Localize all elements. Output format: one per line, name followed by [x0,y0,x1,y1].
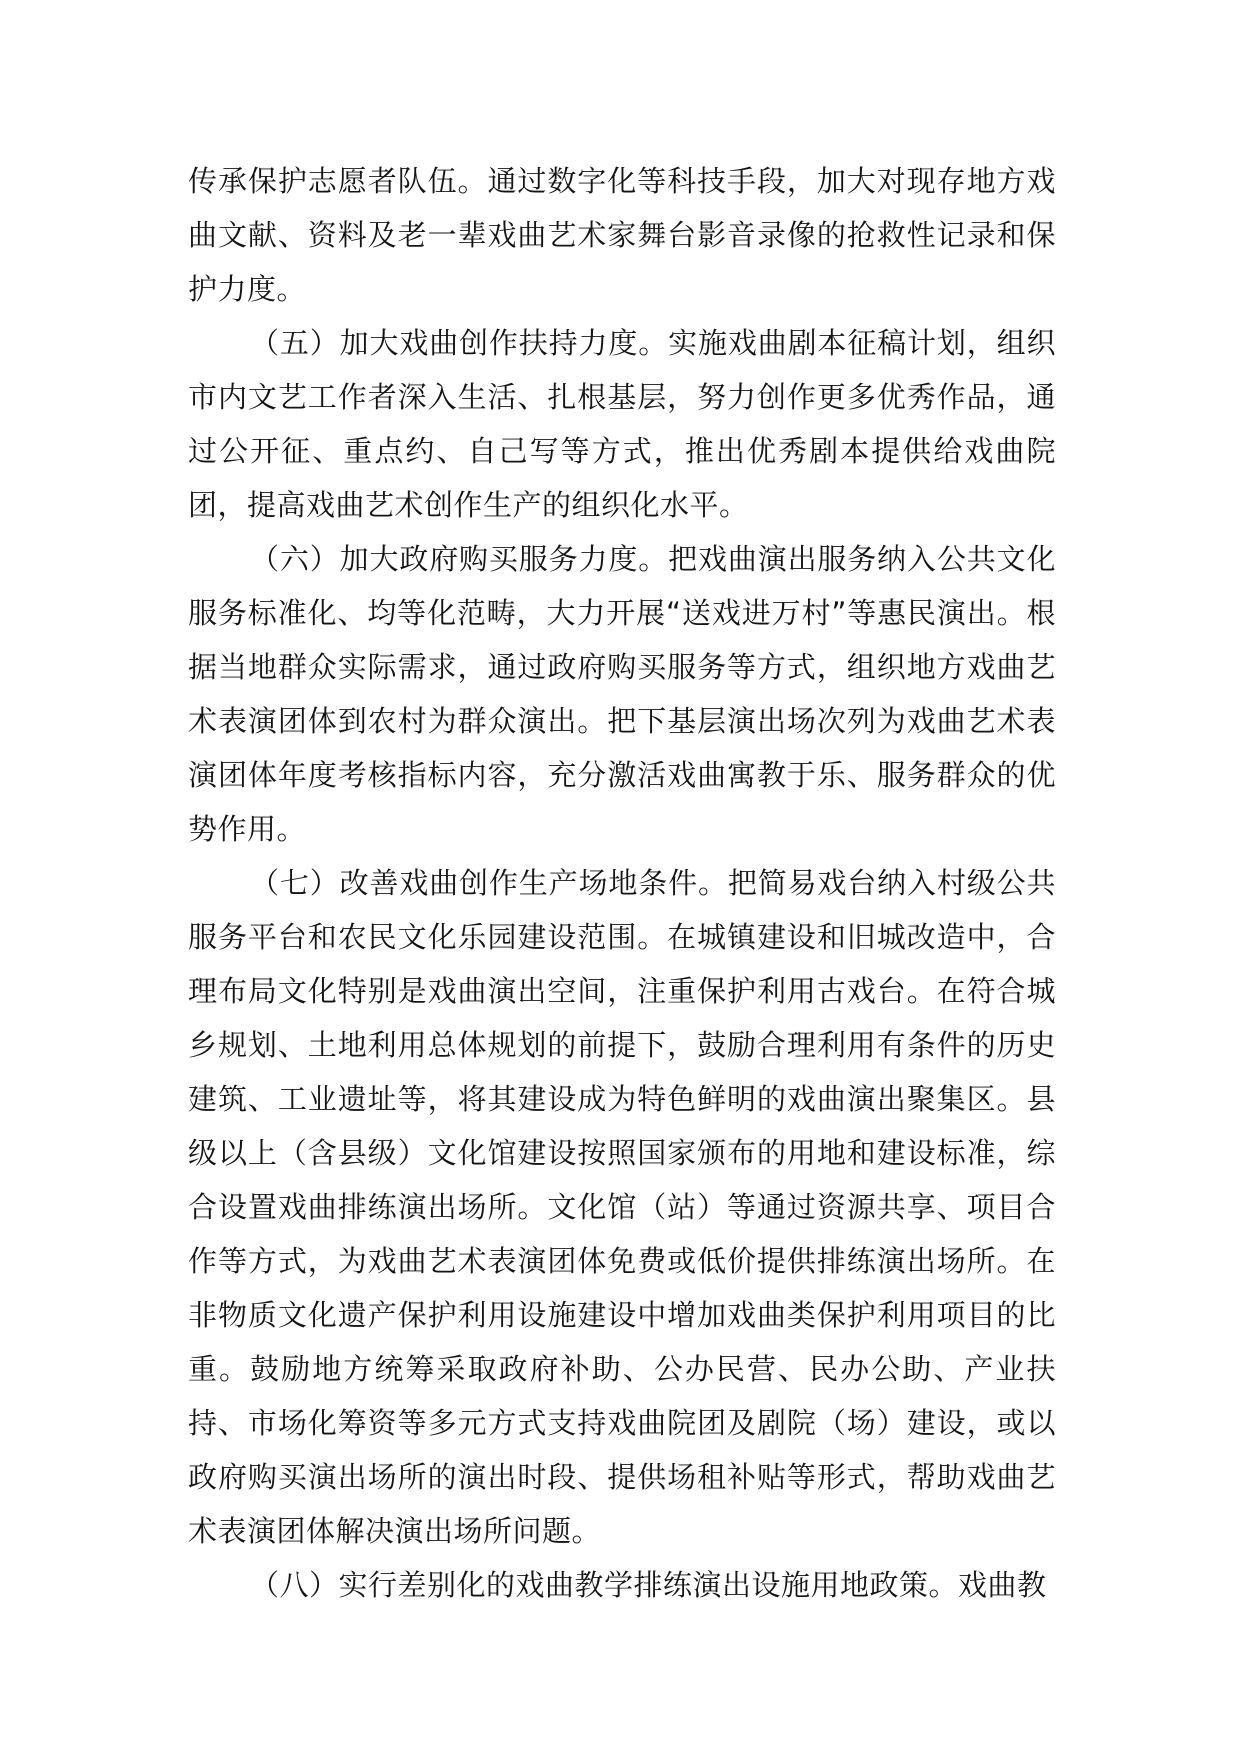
paragraph-section-5: （五）加大戏曲创作扶持力度。实施戏曲剧本征稿计划，组织市内文艺工作者深入生活、扎根基层，努力创作更多优秀作品，通过公开征、重点约、自己写等方式，推出优秀剧本提供给戏曲院团，提高戏曲艺术创作生产的组织化水平。 [188,326,1056,522]
paragraph-section-8: （八）实行差别化的戏曲教学排练演出设施用地政策。戏曲教 [250,1568,1047,1602]
paragraph-section-7: （七）改善戏曲创作生产场地条件。把简易戏台纳入村级公共服务平台和农民文化乐园建设范围。在城镇建设和旧城改造中，合理布局文化特别是戏曲演出空间，注重保护利用古戏台。在符合城乡规划、土地利用总体规划的前提下，鼓励合理利用有条件的历史建筑、工业遗址等，将其建设成为特色鲜明的戏曲演出聚集区。县级以上（含县级）文化馆建设按照国家颁布的用地和建设标准，综合设置戏曲排练演出场所。文化馆（站）等通过资源共享、项目合作等方式，为戏曲艺术表演团体免费或低价提供排练演出场所。在非物质文化遗产保护利用设施建设中增加戏曲类保护利用项目的比重。鼓励地方统筹采取政府补助、公办民营、民办公助、产业扶持、市场化筹资等多元方式支持戏曲院团及剧院（场）建设，或以政府购买演出场所的演出时段、提供场租补贴等形式，帮助戏曲艺术表演团体解决演出场所问题。 [188,866,1056,1548]
paragraph-continuation: 传承保护志愿者队伍。通过数字化等科技手段，加大对现存地方戏曲文献、资料及老一辈戏曲艺术家舞台影音录像的抢救性记录和保护力度。 [188,164,1056,306]
document-page [188,154,1056,1612]
paragraph-section-6: （六）加大政府购买服务力度。把戏曲演出服务纳入公共文化服务标准化、均等化范畴，大力开展“送戏进万村”等惠民演出。根据当地群众实际需求，通过政府购买服务等方式，组织地方戏曲艺术表演团体到农村为群众演出。把下基层演出场次列为戏曲艺术表演团体年度考核指标内容，充分激活戏曲寓教于乐、服务群众的优势作用。 [188,542,1056,846]
